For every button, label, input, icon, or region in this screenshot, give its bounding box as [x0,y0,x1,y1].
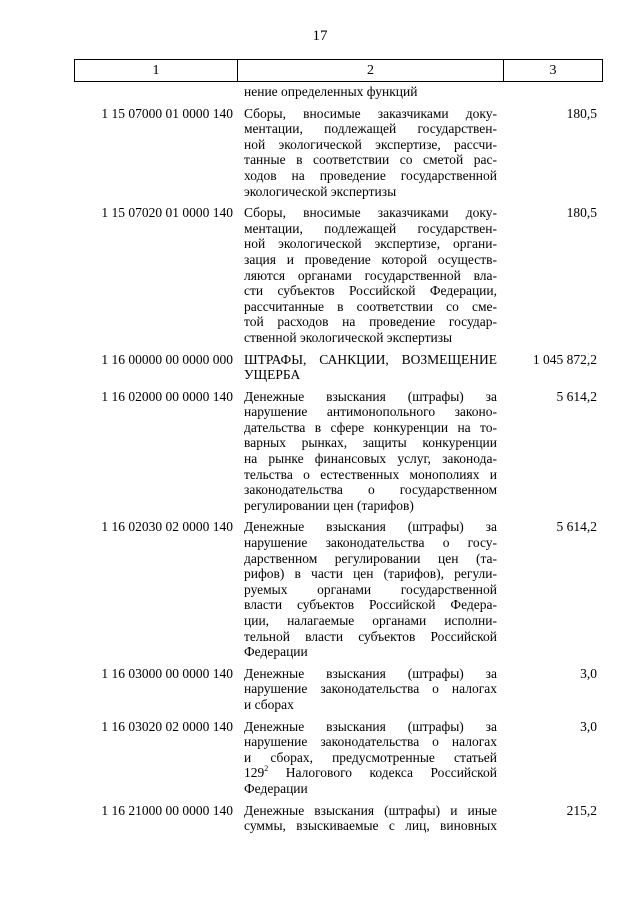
table-row [74,106,603,200]
table-row [74,519,603,659]
header-col-1: 1 [75,60,238,81]
row-amount: 5 614,2 [556,388,597,404]
row-description: Сборы, вносимые заказчиками доку- ментации, подлежащей государствен- ной экологической экспертизе, органи- зация и проведение которой осуществ- ляются органами государственной вла- сти субъектов Российской Федерации, рассчитанные в соответствии со сме- той расходов на проведение государ- ственной экологической экспертизы [244,205,497,345]
table-row [74,352,603,383]
row-code: 1 16 03020 02 0000 140 [101,718,233,734]
row-amount: 5 614,2 [556,519,597,535]
continuation-text: нение определенных функций [244,84,418,99]
row-code: 1 16 21000 00 0000 140 [101,802,233,818]
row-description: Денежные взыскания (штрафы) за нарушение антимонопольного законо- дательства в сфере конкуренции на то- варных рынках, защиты конкуренции на рынке финансовых услуг, законода- тельства о естественных монополиях и законодательства о государственном регулировании цен (тарифов) [244,388,497,513]
row-amount: 180,5 [566,105,597,121]
table-row [74,389,603,514]
row-amount: 215,2 [566,802,597,818]
row-code: 1 16 02030 02 0000 140 [101,519,233,535]
row-description: Денежные взыскания (штрафы) и иные суммы, взыскиваемые с лиц, виновных [244,802,497,834]
continuation-row [74,84,603,100]
row-code: 1 15 07020 01 0000 140 [101,205,233,221]
row-amount: 3,0 [580,718,597,734]
table-row [74,666,603,713]
page-number: 17 [312,28,328,44]
table-header [74,59,603,82]
table-body [74,84,603,840]
row-code: 1 16 00000 00 0000 000 [101,351,233,367]
header-col-3: 3 [549,62,557,78]
row-amount: 1 045 872,2 [532,351,597,367]
row-description: Сборы, вносимые заказчиками доку- ментации, подлежащей государствен- ной экологической экспертизе, рассчи- танные в соответствии со сметой рас- ходов на проведение государственной экологической экспертизы [244,105,497,199]
row-description: Денежные взыскания (штрафы) за нарушение законодательства о госу- дарственном регулировании цен (та- рифов) в части цен (тарифов), регули- руемых органами государственной власти субъектов Российской Федера- ции, налагаемые органами исполни- тельной власти субъектов Российской Федерации [244,519,497,660]
table-row [74,205,603,345]
row-description: ШТРАФЫ, САНКЦИИ, ВОЗМЕЩЕНИЕ УЩЕРБА [244,351,497,383]
row-description: Денежные взыскания (штрафы) за нарушение законодательства о налогах и сборах, предусмотренные статьей $129^2$ Налогового кодекса Российской Федерации [244,718,497,796]
table-row [74,803,603,834]
header-col-2: 2 [238,60,504,81]
row-description: Денежные взыскания (штрафы) за нарушение законодательства о налогах и сборах [244,665,497,712]
row-amount: 180,5 [566,205,597,221]
table-row [74,719,603,797]
row-code: 1 16 03000 00 0000 140 [101,665,233,681]
row-amount: 3,0 [580,665,597,681]
row-code: 1 16 02000 00 0000 140 [101,388,233,404]
row-code: 1 15 07000 01 0000 140 [101,105,233,121]
